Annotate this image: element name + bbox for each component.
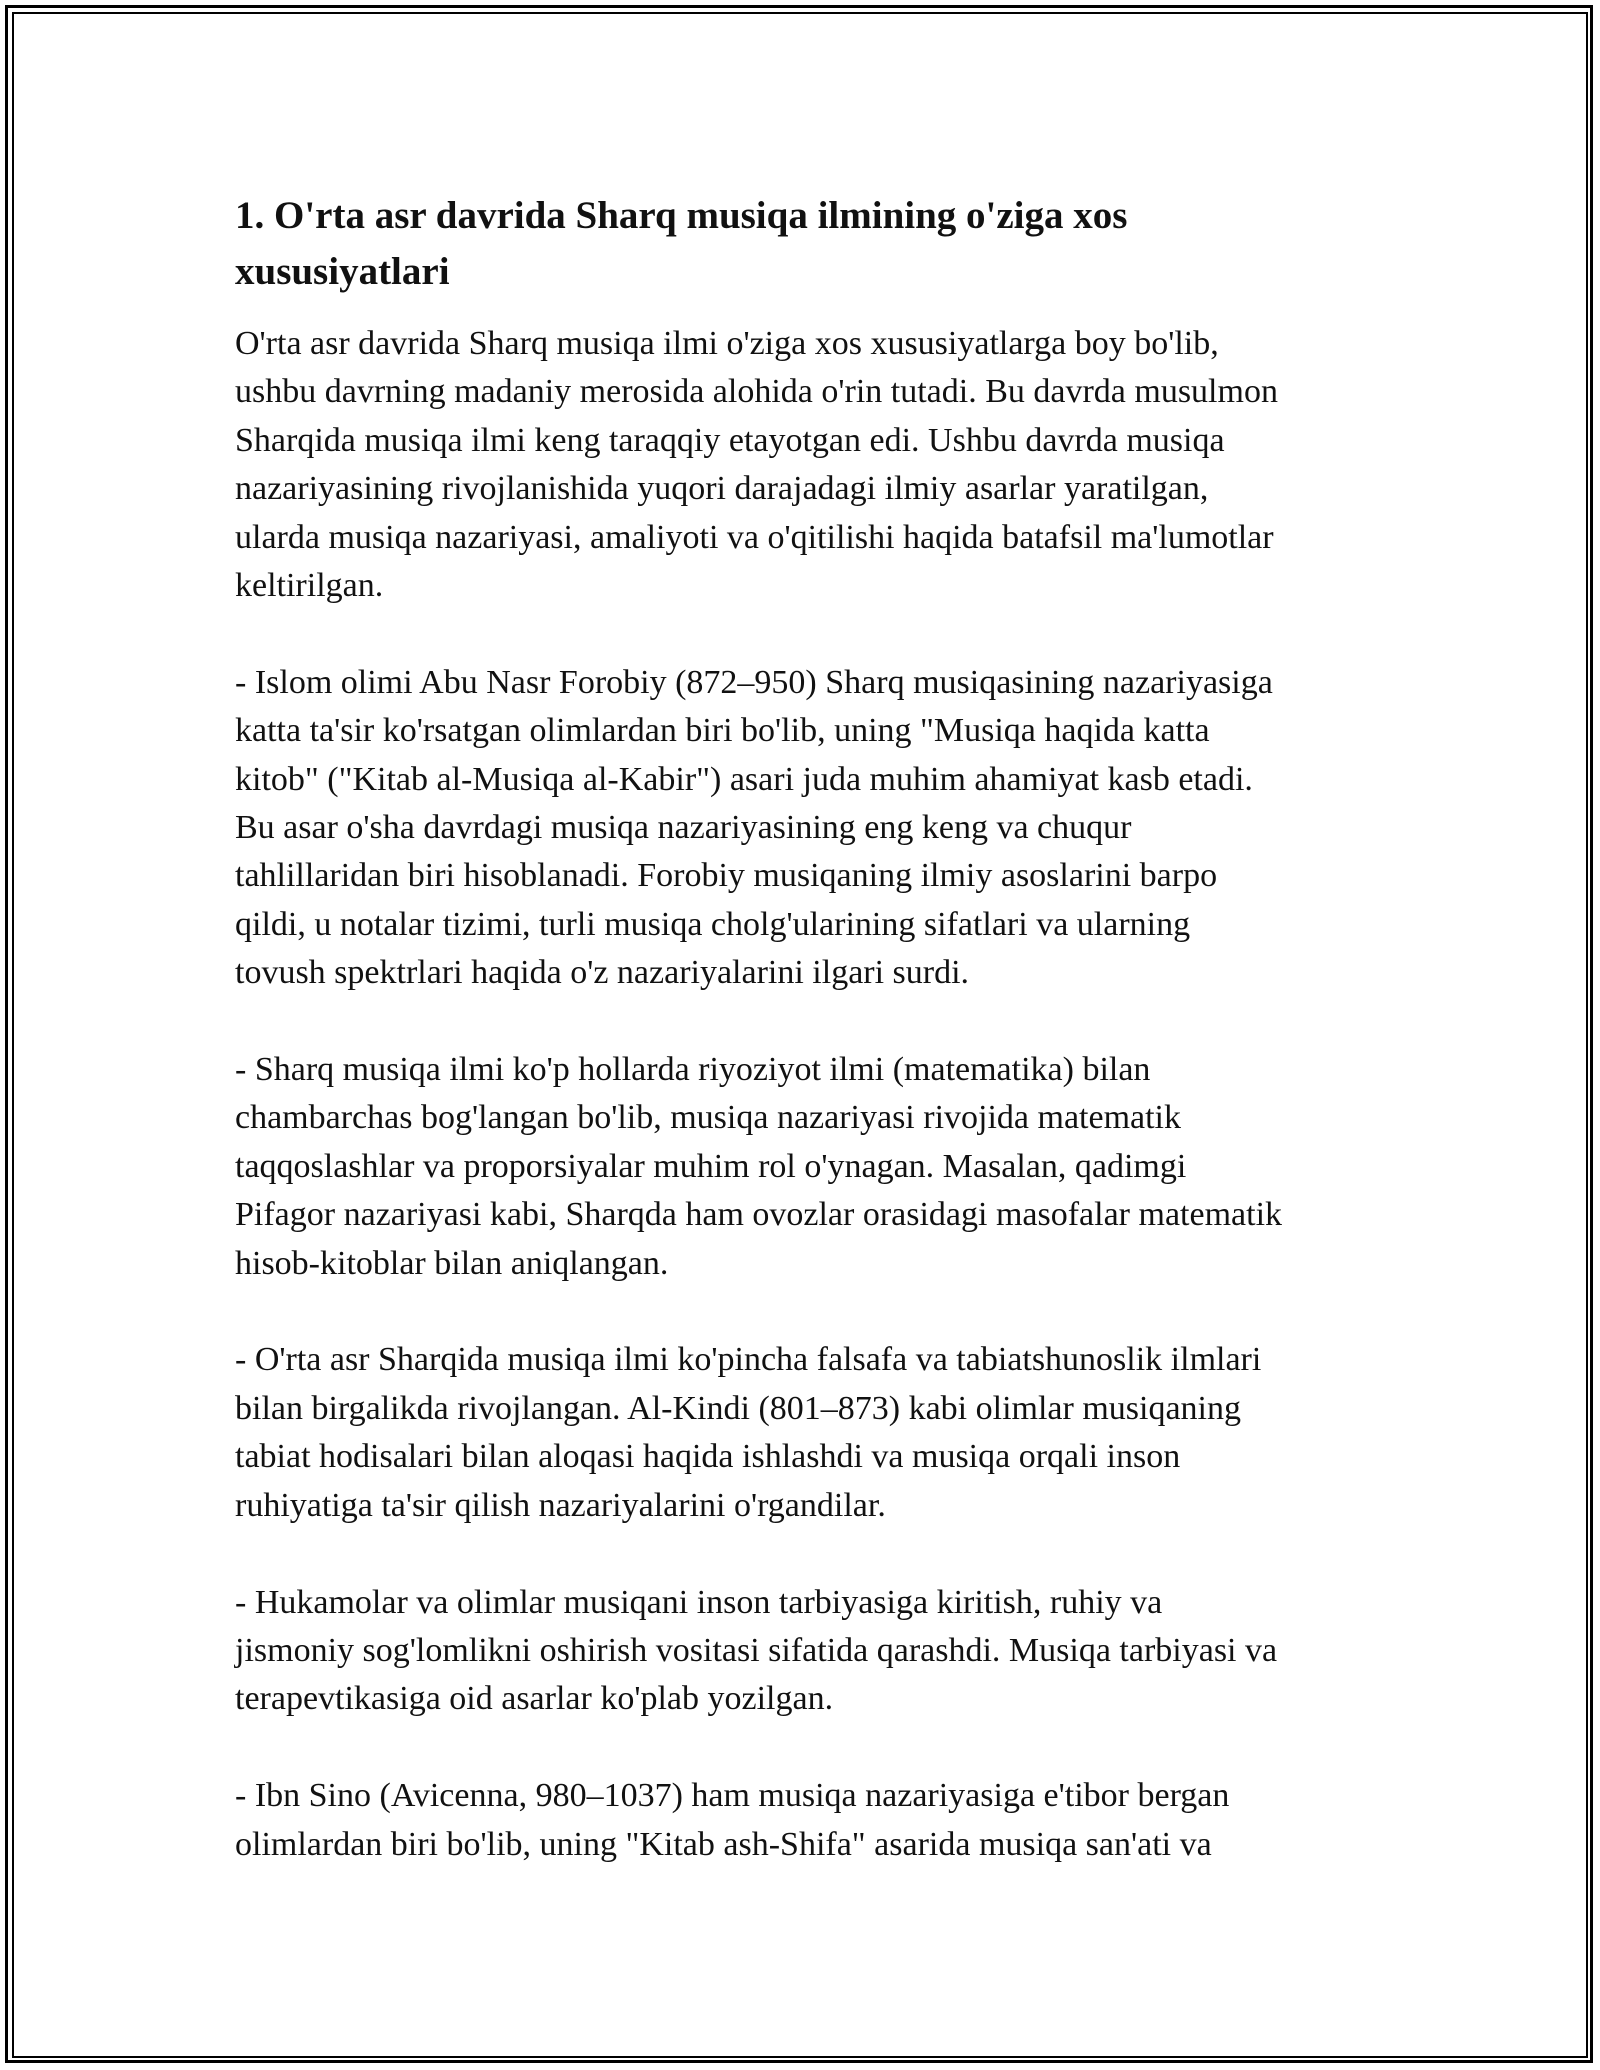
education-paragraph: - Hukamolar va olimlar musiqani inson tarbiyasiga kiritish, ruhiy va jismoniy sog'lomlikni oshirish vositasi sifatida qarashdi. Musiqa tarbiyasi va terapevtikasiga oid asarlar ko'plab yozilgan. (235, 1583, 1278, 1718)
section-heading: 1. O'rta asr davrida Sharq musiqa ilmining o'ziga xos xususiyatlari (235, 194, 1128, 293)
document-body (235, 188, 1370, 1917)
mathematics-paragraph: - Sharq musiqa ilmi ko'p hollarda riyoziyot ilmi (matematika) bilan chambarchas bog'langan bo'lib, musiqa nazariyasi rivojida matematik taqqoslashlar va proporsiyalar muhim rol o'ynagan. Masalan, qadimgi Pifagor nazariyasi kabi, Sharqda ham ovozlar orasidagi masofalar matematik hisob-kitoblar bilan aniqlangan. (235, 1051, 1283, 1282)
intro-paragraph: O'rta asr davrida Sharq musiqa ilmi o'ziga xos xususiyatlarga boy bo'lib, ushbu davrning madaniy merosida alohida o'rin tutadi. Bu davrda musulmon Sharqida musiqa ilmi keng taraqqiy etayotgan edi. Ushbu davrda musiqa nazariyasining rivojlanishida yuqori darajadagi ilmiy asarlar yaratilgan, ularda musiqa nazariyasi, amaliyoti va o'qitilishi haqida batafsil ma'lumotlar keltirilgan. (235, 325, 1278, 605)
farabi-paragraph: - Islom olimi Abu Nasr Forobiy (872–950) Sharq musiqasining nazariyasiga katta ta'sir ko'rsatgan olimlardan biri bo'lib, uning "Musiqa haqida katta kitob" ("Kitab al-Musiqa al-Kabir") asari juda muhim ahamiyat kasb etadi. Bu asar o'sha davrdagi musiqa nazariyasining eng keng va chuqur tahlillaridan biri hisoblanadi. Forobiy musiqaning ilmiy asoslarini barpo qildi, u notalar tizimi, turli musiqa cholg'ularining sifatlari va ularning tovush spektrlari haqida o'z nazariyalarini ilgari surdi. (235, 663, 1273, 992)
ibn-sino-paragraph: - Ibn Sino (Avicenna, 980–1037) ham musiqa nazariyasiga e'tibor bergan olimlardan biri bo'lib, uning "Kitab ash-Shifa" asarida musiqa san'ati va (235, 1777, 1230, 1863)
philosophy-paragraph: - O'rta asr Sharqida musiqa ilmi ko'pincha falsafa va tabiatshunoslik ilmlari bilan birgalikda rivojlangan. Al-Kindi (801–873) kabi olimlar musiqaning tabiat hodisalari bilan aloqasi haqida ishlashdi va musiqa orqali inson ruhiyatiga ta'sir qilish nazariyalarini o'rgandilar. (235, 1341, 1262, 1524)
